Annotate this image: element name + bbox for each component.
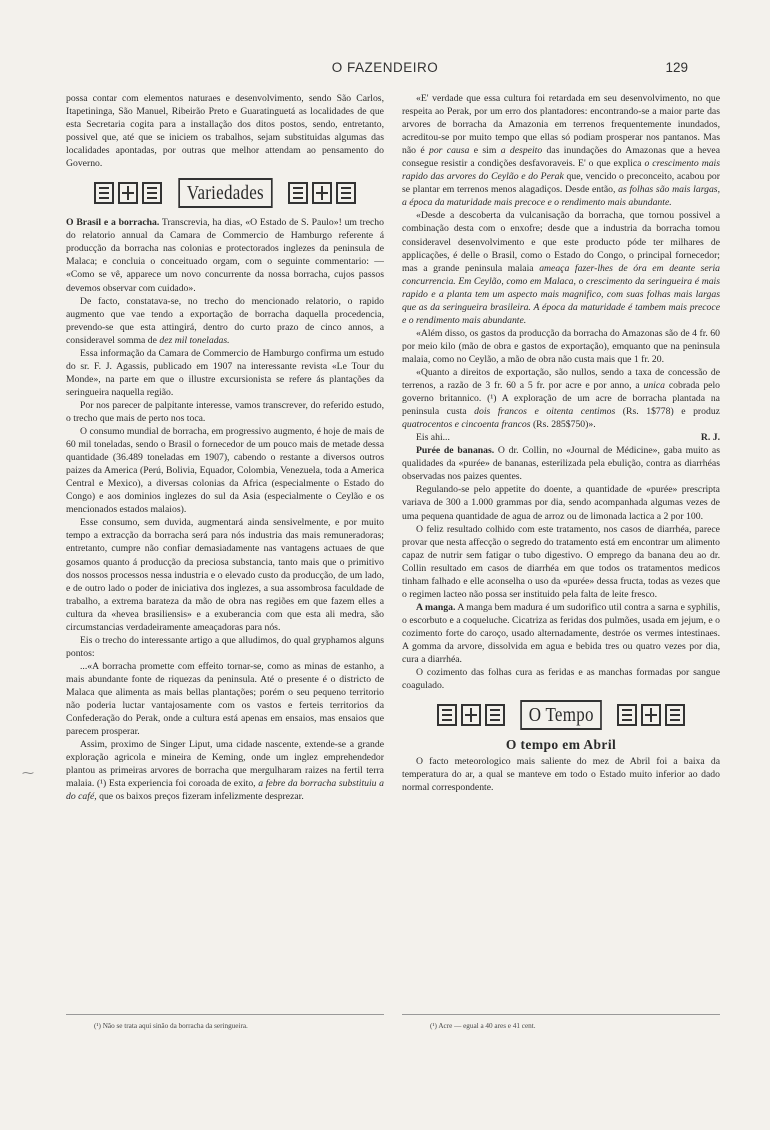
paragraph: O consumo mundial de borracha, em progressivo augmento, é hoje de mais de 60 mil toneladas, sendo o Brasil o fornecedor de um pouco mais de metade dessa quantidade (36.489 toneladas em 1907), cabendo o restante a diversos outros paizes da America (Perú, Bolivia, Equador, Colombia, Venezuela, toda a America Central e Mexico), a diversas colonias da Africa (especialmente o Estado do Congo) e aos dominios inglezes do sul da Asia (especialmente o Ceylão e os mencionados estados malaios). xyxy=(66,426,384,516)
text-run: Assim, proximo de Singer Liput, uma cidade nascente, extende-se a grande exploração agricola e mineira de Keming, onde um inglez emprehendedor plantou as primeiras arvores de borracha que mergulharam raizes na fertil terra malaia. (¹) Esta experiencia foi coroada de exito, xyxy=(66,739,384,790)
footnote-rule xyxy=(66,1014,384,1015)
article-title: A manga. xyxy=(416,601,456,613)
emphasis: a despeito xyxy=(500,145,543,157)
text-run: que, vencido o preconceito, acabou por se plantar em terrenos menos alagadiços. Desde então, xyxy=(402,171,720,196)
emphasis: ameaça fazer-lhes de óra em deante seria concurrencia. Em Ceylão, como em Malaca, o crescimento da seringueira é mais rapido e a planta tem um aspecto mais magnifico, com suas folhas mais largas que as da seringueira brasileira. A época da maturidade é tambem mais precoce e o rendimento mais abundante. xyxy=(402,262,720,326)
paragraph xyxy=(66,738,384,803)
article-brasil-borracha xyxy=(66,216,384,294)
author-signature: R. J. xyxy=(700,432,720,444)
ornament-icon xyxy=(461,704,481,726)
ornament-icon xyxy=(118,182,138,204)
article-text: O dr. Collin, no «Journal de Médicine», gaba muito as qualidades da «purée» de bananas, esterilizada pela ebulição, contra as diarrhéas observadas nos paizes quentes. xyxy=(402,445,720,483)
emphasis: por causa xyxy=(428,145,470,157)
article-title: O Brasil e a borracha. xyxy=(66,217,160,229)
text-run: De facto, constatava-se, no trecho do mencionado relatorio, o rapido augmento que vae tendo a exportação de borracha daquella procedencia, prevendo-se que esta attingirá, dentro do curto prazo de cinco annos, a consideravel somma de xyxy=(66,295,384,346)
text-run: que os baixos preços fizeram infelizmente desprezar. xyxy=(96,791,304,803)
paragraph: Eis o trecho do interessante artigo a que alludimos, do qual gryphamos alguns pontos: xyxy=(66,634,384,659)
running-head xyxy=(0,60,770,78)
section-banner-variedades xyxy=(66,178,384,208)
text-run: «Quanto a direitos de exportação, são nullos, sendo a taxa de concessão de terrenos, a razão de 3 fr. 60 a 5 fr. por acre e por anno, a xyxy=(402,366,720,392)
emphasis: as folhas são mais largas, a época da maturidade mais precoce e o rendimento mais abundante. xyxy=(402,184,720,209)
paragraph: O cozimento das folhas cura as feridas e as manchas formadas por sangue coagulado. xyxy=(402,667,720,692)
paragraph xyxy=(66,295,384,347)
footnote-text: (¹) Acre — egual a 40 ares e 41 cent. xyxy=(430,1022,536,1030)
ornament-icon xyxy=(94,182,114,204)
ornament-icon xyxy=(665,704,685,726)
article-puree-bananas xyxy=(402,444,720,483)
text-run: (Rs. 285$750)». xyxy=(530,419,596,431)
article-text: Transcrevia, ha dias, «O Estado de S. Paulo»! um trecho do relatorio annual da Camara de Commercio de Hamburgo referente á producção da borracha nas colonias e protectorados inglezes da peninsula de Malaca; e concluia o conceituado orgam, com o seguinte commentario: — «Como se vê, apparece um novo concurrente da nossa borracha, cujos passos devemos observar com cuidado». xyxy=(66,217,384,294)
section-title: O Tempo xyxy=(520,700,602,730)
article-manga xyxy=(402,601,720,666)
text-run: «Desde a descoberta da vulcanisação da borracha, que tornou possivel a combinação desta com o enxofre; desde que a industria da borracha tomou consideravel desenvolvimento e que este producto póde ter milhares de applicações, é delle o Brasil, como o Estado do Congo, o principal fornecedor; mas a grande peninsula malaia xyxy=(402,210,720,274)
emphasis: quatrocentos e cincoenta francos xyxy=(402,419,531,431)
text-run: cobrada pelo governo britannico. (¹) A exploração de um acre de borracha plantada na peninsula custa xyxy=(402,380,720,418)
emphasis: o crescimento mais rapido das arvores do Ceylão e do Perak xyxy=(402,158,720,183)
signature-line xyxy=(402,431,720,444)
ornament-icon xyxy=(617,704,637,726)
paragraph: «Além disso, os gastos da producção da borracha do Amazonas são de 4 fr. 60 por meio kilo (mão de obra e gastos de exportação), emquanto que na peninsula malaia, como no Ceylão, a mão de obra não custa mais que 1 fr. 20. xyxy=(402,327,720,365)
paragraph: ...«A borracha promette com effeito tornar-se, como as minas de estanho, a mais abundante fonte de riquezas da peninsula. Até o presente é o districto de Malaca que alimenta as mais bellas plantações; porém o seu pequeno territorio não poderia luctar vantajosamente com os vastos e ferteis territorios da Confederação do Perak, onde a cultura está apenas em ensaios, mas ensaios que parecem prosperar. xyxy=(66,660,384,738)
page-number: 129 xyxy=(665,60,688,75)
article-title: Purée de bananas. xyxy=(416,445,495,457)
text-run: e sim xyxy=(469,145,501,157)
article-subheading: O tempo em Abril xyxy=(505,737,617,753)
paragraph: Esse consumo, sem duvida, augmentará ainda sensivelmente, e por muito tempo a extracção da borracha será para nós industria das mais remuneradoras; entretanto, cumpre não confiar demasiadamente nas vantagens actuaes de que gosamos quanto á producção da preciosa substancia, tanto mais que o primitivo dos nossos processos nessa industria e o elevado custo da producção, de um lado, e de outro lado o poder de iniciativa dos inglezes, a sua assombrosa faculdade de trabalho, a extrema barateza da mão de obra nas regiões em que fazem elles a cultura da «hevea brasiliensis» e a exuberancia com que esta ali medra, são circumstancias verdadeiramente ameaçadoras para nós. xyxy=(66,517,384,633)
paragraph: O feliz resultado colhido com este tratamento, nos casos de diarrhéa, parece provar que nesta affecção o segredo do tratamento está em encontrar um alimento capaz de nutrir sem fatigar o tubo digestivo. O emprego da banana deu ao dr. Collin resultado em casos de diarrhéa em que todos os tratamentos medicos tinham falhado e elle aconselha o uso da «purée» dessa fructa, todas as vezes que o regimen lacteo não possa ser instituido pela falta de leite fresco. xyxy=(402,523,720,600)
section-title: Variedades xyxy=(178,178,272,208)
ornament-icon xyxy=(142,182,162,204)
paragraph xyxy=(402,92,720,209)
ornament-icon xyxy=(485,704,505,726)
ornament-icon xyxy=(437,704,457,726)
ornament-icon xyxy=(336,182,356,204)
footnote-left xyxy=(66,1014,384,1031)
footnote-right xyxy=(402,1014,720,1031)
section-banner-o-tempo xyxy=(402,700,720,730)
text-run: Eis ahi... xyxy=(416,432,450,444)
footnote-text: (¹) Não se trata aqui sinão da borracha da seringueira. xyxy=(94,1022,248,1030)
text-run: (Rs. 1$778) e produz xyxy=(615,406,720,418)
emphasis: a febre da borracha substituiu a do café, xyxy=(66,778,384,803)
left-column xyxy=(66,92,384,803)
ornament-icon xyxy=(641,704,661,726)
paragraph xyxy=(402,209,720,326)
emphasis: unica xyxy=(643,380,665,392)
article-text: A manga bem madura é um sudorifico util contra a sarna e syphilis, o escorbuto e a coqueluche. Cicatriza as feridas dos pulmões, usada em jejum, e o cozimento forte do caroço, usado alternadamente, destróe os vermes intestinaes. A gomma da arvore, dissolvida em agua e bebida tres ou quatro vezes por dia, cura a diarrhéa. xyxy=(402,601,720,666)
paragraph: Por nos parecer de palpitante interesse, vamos transcrever, do referido estudo, o trecho que mais de perto nos toca. xyxy=(66,399,384,424)
paragraph: Regulando-se pelo appetite do doente, a quantidade de «purée» prescripta variava de 300 a 1.000 grammas por dia, sendo acompanhada algumas vezes de uma pequena quantidade de agua de arroz ou de limonada lactica a 2 por 100. xyxy=(402,484,720,522)
paragraph: possa contar com elementos naturaes e desenvolvimento, sendo São Carlos, Itapetininga, São Manuel, Ribeirão Preto e Guaratinguetá as localidades de que esta Secretaria cogita para a installação dos ditos postos, sendo, entretanto, possivel que, até que se iniciem os trabalhos, sejam substituidas algumas das localidades apontadas, por outras que melhor attendam ao pensamento do Governo. xyxy=(66,93,384,170)
emphasis: dois francos e oitenta centimos xyxy=(474,406,616,418)
ornament-icon xyxy=(288,182,308,204)
text-run: das inundações do Amazonas que a hevea consegue resistir a condições desfavoraveis. E' o que explica xyxy=(402,145,721,170)
text-run: «E' verdade que essa cultura foi retardada em seu desenvolvimento, no que respeita ao Perak, por um erro dos plantadores: encontrando-se a maior parte das arvores de borracha da Amazonia em terrenos frequentemente inundados, acreditou-se por muito tempo que ellas só podiam prosperar nos pantanos. Mas não é xyxy=(402,93,720,157)
right-column xyxy=(402,92,720,794)
ornament-icon xyxy=(312,182,332,204)
margin-mark: ⁓ xyxy=(22,766,34,780)
emphasis: dez mil toneladas. xyxy=(159,334,230,346)
paragraph: Essa informação da Camara de Commercio de Hamburgo confirma um estudo do sr. F. J. Agassis, publicado em 1907 na interessante revista «Le Tour du Monde», na parte em que o illustre excursionista se refere ás plantações da seringueira naquella região. xyxy=(66,347,384,398)
journal-title: O FAZENDEIRO xyxy=(331,60,439,75)
paragraph xyxy=(402,366,720,431)
paragraph: O facto meteorologico mais saliente do mez de Abril foi a baixa da temperatura do ar, a qual se manteve em todo o Estado muito inferior ao dado normal correspondente. xyxy=(402,756,720,794)
footnote-rule xyxy=(402,1014,720,1015)
